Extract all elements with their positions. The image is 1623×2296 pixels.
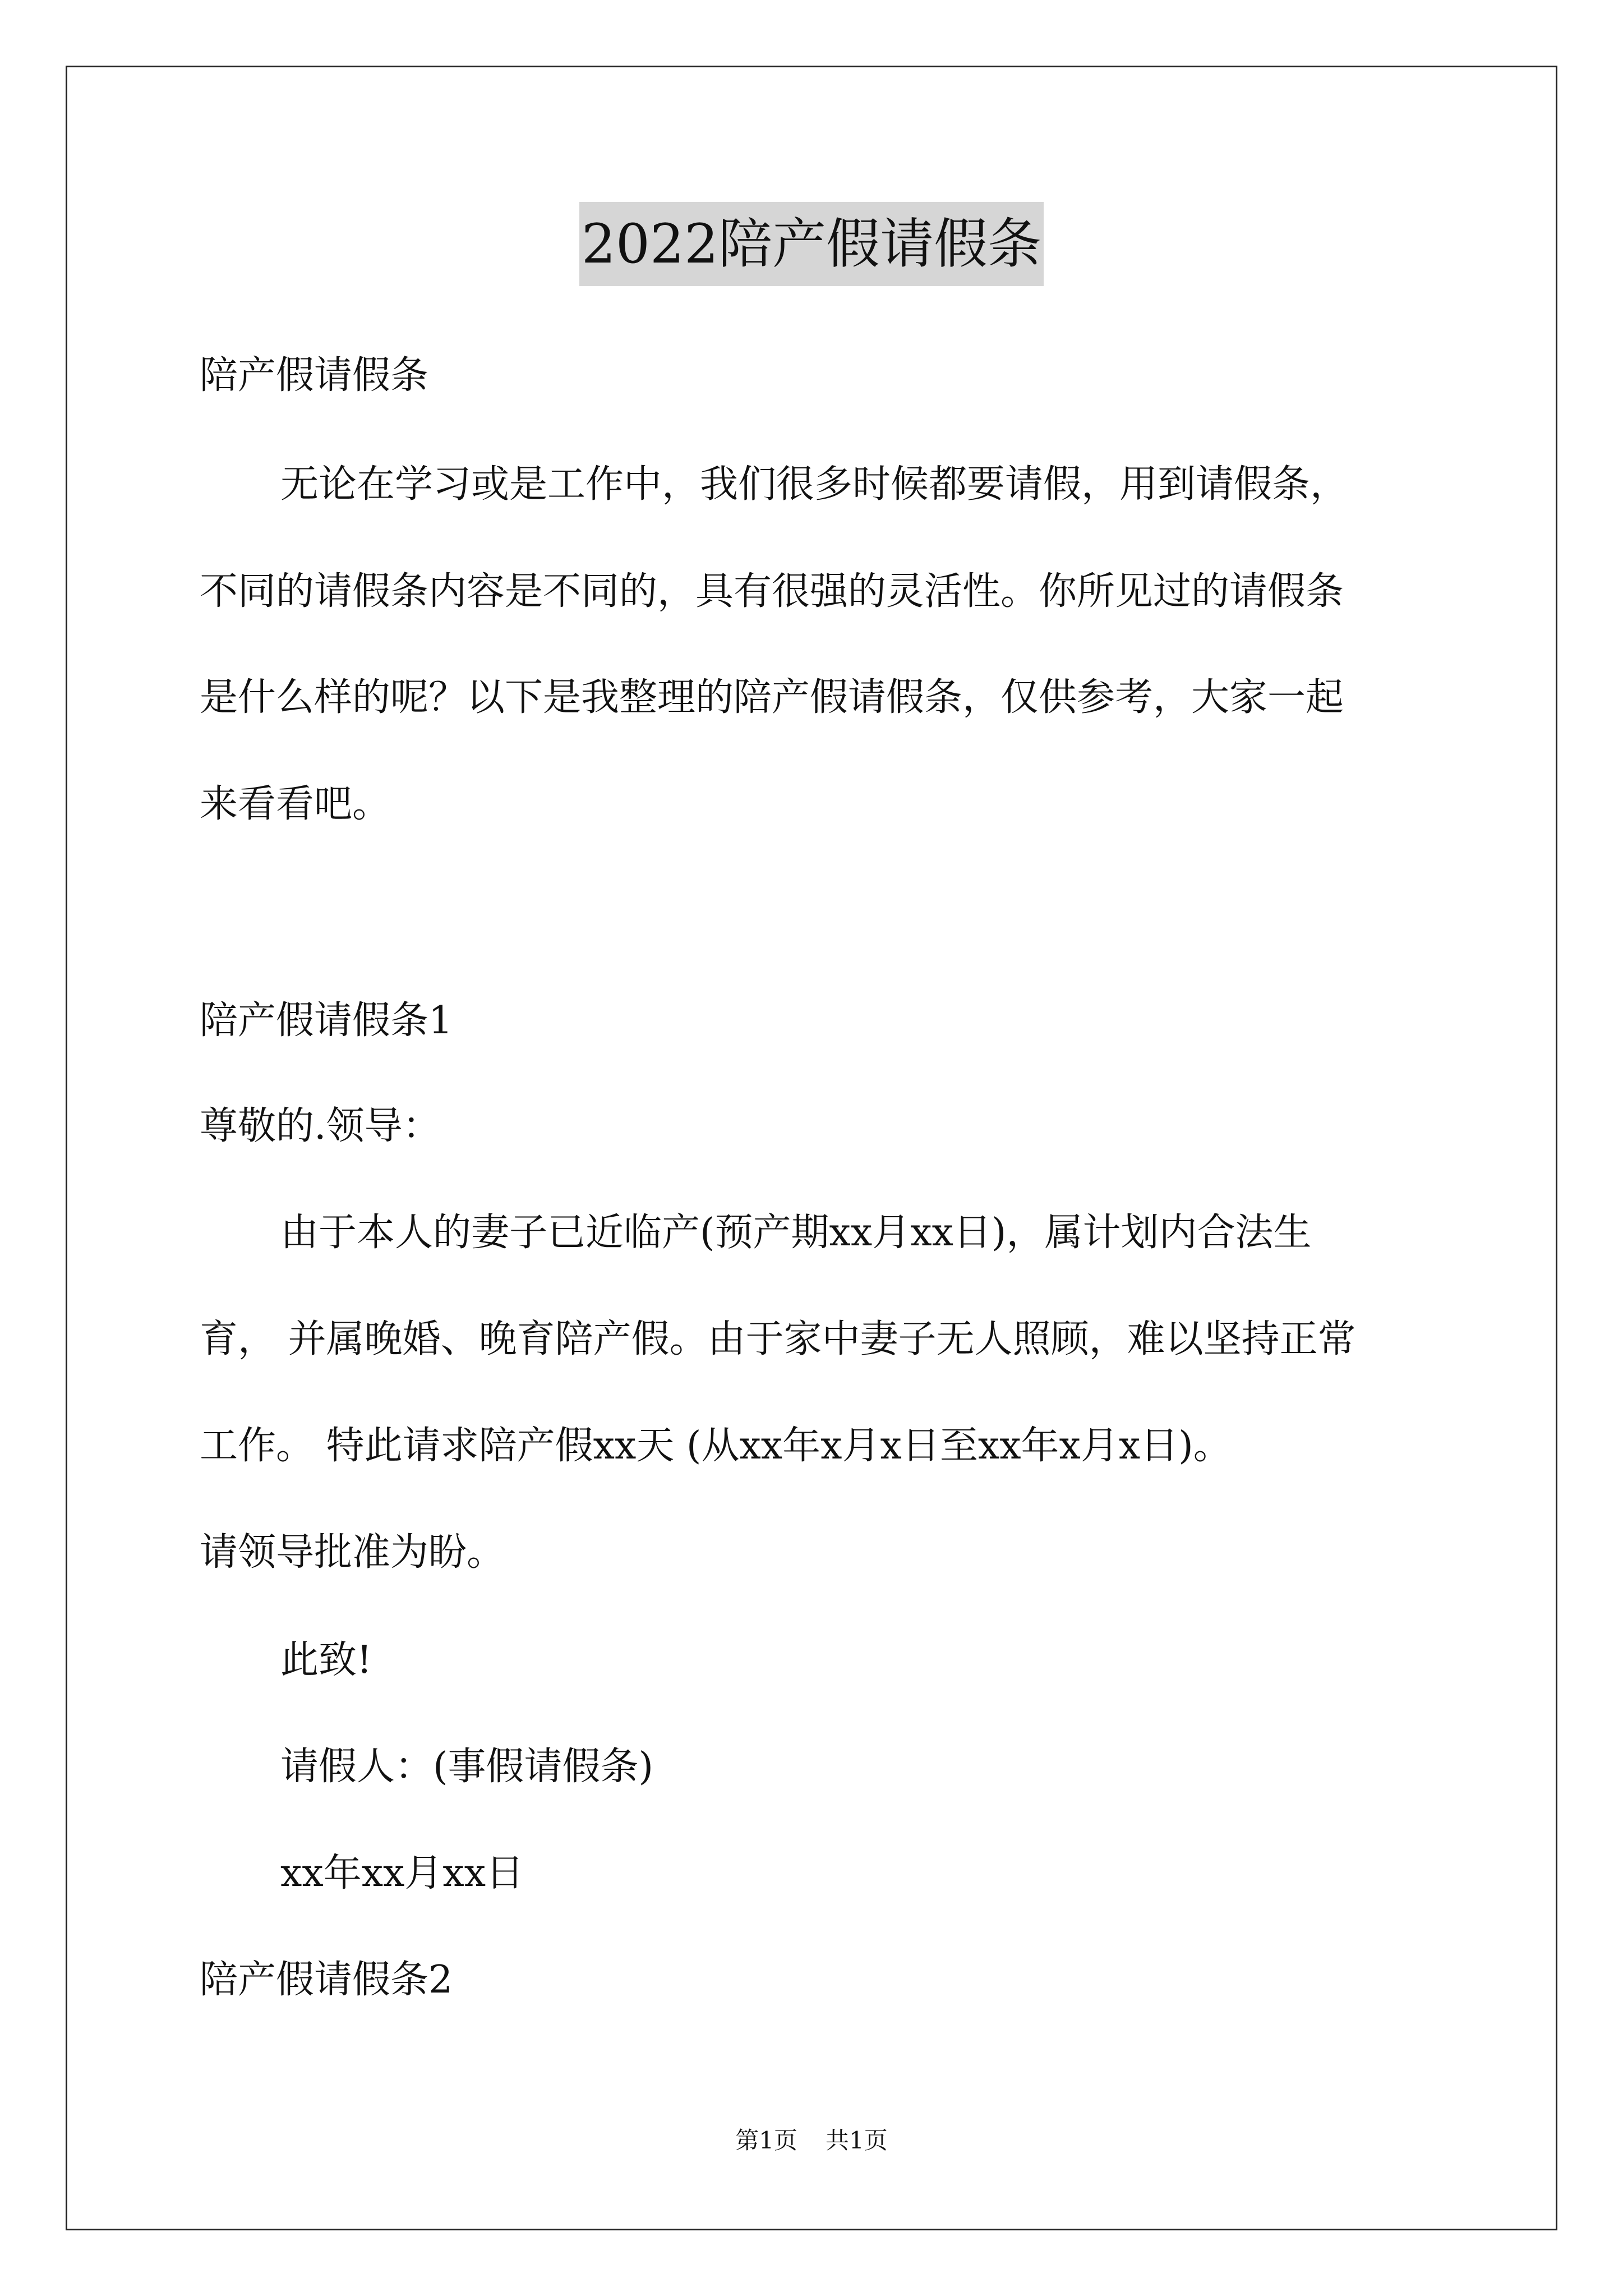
- section1-date: xx年xx月xx日: [280, 1851, 524, 1895]
- intro-line-4: 来看看吧。: [200, 782, 391, 826]
- intro-line-1: 无论在学习或是工作中，我们很多时候都要请假，用到请假条，: [280, 462, 1349, 507]
- section1-applicant: 请假人：(事假请假条): [280, 1745, 654, 1789]
- page-number-current: 第1页: [735, 2127, 797, 2154]
- section1-body-line-3: 工作。 特此请求陪产假xx天 (从xx年x月x日至xx年x月x日)。: [200, 1424, 1232, 1468]
- page-footer: [0, 2124, 1623, 2157]
- document-title: 2022陪产假请假条: [579, 202, 1044, 286]
- section1-closing: 此致!: [280, 1638, 372, 1682]
- title-wrap: [0, 202, 1623, 286]
- section1-body-line-1: 由于本人的妻子已近临产(预产期xx月xx日)，属计划内合法生: [280, 1211, 1312, 1255]
- section2-heading: 陪产假请假条2: [200, 1958, 453, 2002]
- section1-heading: 陪产假请假条1: [200, 999, 453, 1043]
- section1-body-line-4: 请领导批准为盼。: [200, 1530, 505, 1575]
- document-subtitle: 陪产假请假条: [200, 353, 429, 398]
- intro-line-3: 是什么样的呢？以下是我整理的陪产假请假条，仅供参考，大家一起: [200, 675, 1344, 720]
- section1-body-line-2: 育， 并属晚婚、晚育陪产假。由于家中妻子无人照顾，难以坚持正常: [200, 1317, 1356, 1361]
- page-number-total: 共1页: [826, 2127, 888, 2154]
- section1-salutation: 尊敬的.领导：: [200, 1104, 441, 1148]
- intro-line-2: 不同的请假条内容是不同的，具有很强的灵活性。你所见过的请假条: [200, 569, 1344, 614]
